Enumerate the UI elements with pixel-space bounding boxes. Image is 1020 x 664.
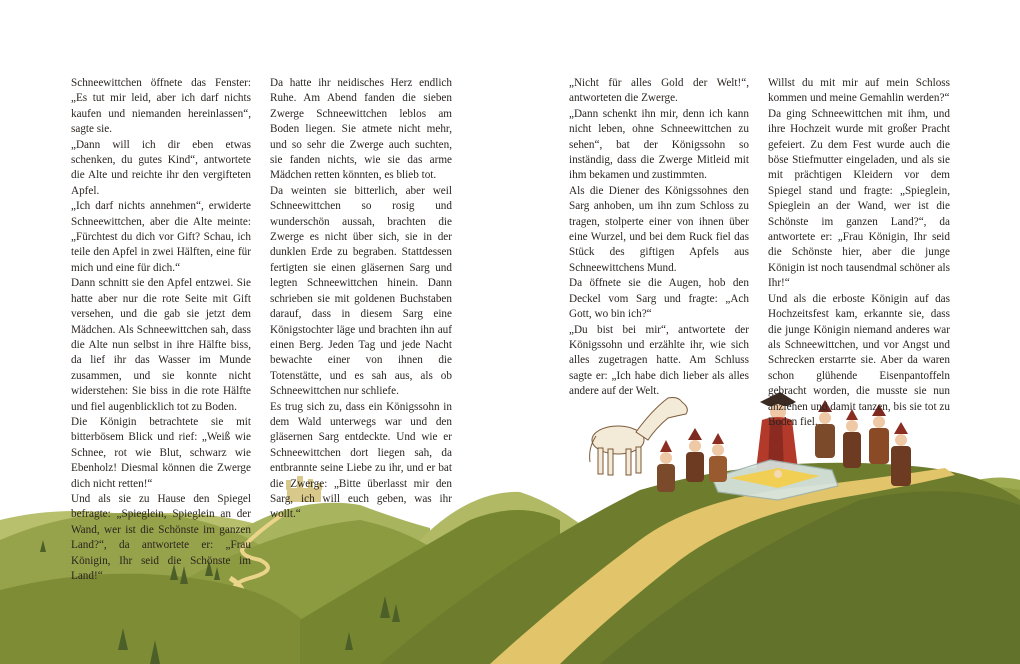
paragraph: Willst du mit mir auf mein Schloss kommen und meine Gemahlin werden?“ [768,77,950,105]
dwarf-2 [686,428,704,482]
paragraph: Es trug sich zu, dass ein Königssohn in dem Wald unterwegs war und den gläsernen Sarg entdeckte. Und wie er Schneewittchen dort liegen sah, da entbrannte seine Liebe zu ihr, und er bat die Zwerge: „Bitte überlasst mir den Sarg, ich will euch geben, was ihr wollt.“ [270,400,452,521]
paragraph: „Dann will ich dir eben etwas schenken, du gutes Kind“, antwortete die Alte und reichte ihr den vergifteten Apfel. [71,138,251,197]
text-column-1 [71,76,251,584]
text-column-4 [768,76,950,430]
dwarf-7 [891,422,911,486]
dwarf-3 [709,433,727,482]
paragraph: Da weinten sie bitterlich, aber weil Schneewittchen so rosig und wunderschön aussah, brachten die Zwerge es nicht über sich, sie in der dunklen Erde zu begraben. Stattdessen fertigten sie einen gläsernen Sarg und legten Schneewittchen hinein. Dann schrieben sie mit goldenen Buchstaben darauf, dass in diesem Sarg eine Königstochter läge und brachten ihn auf einen Berg. Jeden Tag und jede Nacht bewachte einer von ihnen die Totenstätte, und es sah aus, als ob Schneewittchen nur schliefe. [270,184,452,398]
paragraph: „Du bist bei mir“, antwortete der Königssohn und erzählte ihr, wie sich alles zugetragen hatte. Am Schluss sagte er: „Ich habe dich lieber als alles andere auf der Welt. [569,323,749,398]
paragraph: Da öffnete sie die Augen, hob den Deckel vom Sarg und fragte: „Ach Gott, wo bin ich?“ [569,277,749,321]
paragraph: Da ging Schneewittchen mit ihm, und ihre Hochzeit wurde mit großer Pracht gefeiert. Zu dem Fest wurde auch die böse Stiefmutter eingeladen, und als sie mit prächtigen Kleidern vor dem Spiegel stand und fragte: „Spieglein, Spieglein an der Wand, wer ist die Schönste im ganzen Land?“, da antwortete er: „Frau Königin, Ihr seid die Schönste hier, aber die junge Königin ist noch tausendmal schöner als Ihr!“ [768,107,950,290]
paragraph: Als die Diener des Königssohnes den Sarg anhoben, um ihn zum Schloss zu tragen, stolperte einer von ihnen über eine Wurzel, und bei dem Ruck fiel das Stück des giftigen Apfels aus Schneewittchens Mund. [569,184,749,274]
paragraph: Dann schnitt sie den Apfel entzwei. Sie hatte aber nur die rote Seite mit Gift versehen, und die gab sie jetzt dem Mädchen. Als Schneewittchen sah, dass die Alte nun selbst in ihre Hälfte biss, da lief ihr das Wasser im Munde zusammen, und sie konnte nicht widerstehen: Sie biss in die rote Hälfte und fiel augenblicklich tot zu Boden. [71,277,251,413]
text-column-3 [569,76,749,400]
text-column-2 [270,76,452,523]
horse-figure [590,398,688,476]
paragraph: Die Königin betrachtete sie mit bitterbösem Blick und rief: „Weiß wie Schnee, rot wie Blut, schwarz wie Ebenholz! Diesmal können die Zwerge dich nicht retten!“ [71,415,251,490]
dwarf-1 [657,440,675,492]
paragraph: Und als sie zu Hause den Spiegel befragte: „Spieglein, Spieglein an der Wand, wer ist die Schönste im ganzen Land?“, da antwortete er: „Frau Königin, Ihr seid die Schönste im Land!“ [71,492,251,582]
paragraph: Und als die erboste Königin auf das Hochzeitsfest kam, erkannte sie, dass die junge Königin niemand anderes war als Schneewittchen, und vor Angst und Schrecken erstarrte sie. Aber da waren schon glühende Eisenpantoffeln gebracht worden, die musste sie nun anziehen und damit tanzen, bis sie tot zu Boden fiel. [768,292,950,428]
paragraph: Da hatte ihr neidisches Herz endlich Ruhe. Am Abend fanden die sieben Zwerge Schneewittchen leblos am Boden liegen. Sie atmete nicht mehr, und so sehr die Zwerge auch suchten, sie fanden nichts, wie sie das arme Mädchen retten könnten, es blieb tot. [270,77,452,182]
paragraph: „Dann schenkt ihn mir, denn ich kann nicht leben, ohne Schneewittchen zu sehen“, bat der Königssohn so inständig, dass die Zwerge Mitleid mit ihm bekamen und zustimmten. [569,107,749,182]
paragraph: „Ich darf nichts annehmen“, erwiderte Schneewittchen, aber die Alte meinte: „Fürchtest du dich vor Gift? Schau, ich teile den Apfel in zwei Hälften, eine für mich und eine für dich.“ [71,200,251,274]
paragraph: Schneewittchen öffnete das Fenster: „Es tut mir leid, aber ich darf nichts kaufen und niemanden hereinlassen“, sagte sie. [71,77,251,136]
paragraph: „Nicht für alles Gold der Welt!“, antworteten die Zwerge. [569,77,749,105]
